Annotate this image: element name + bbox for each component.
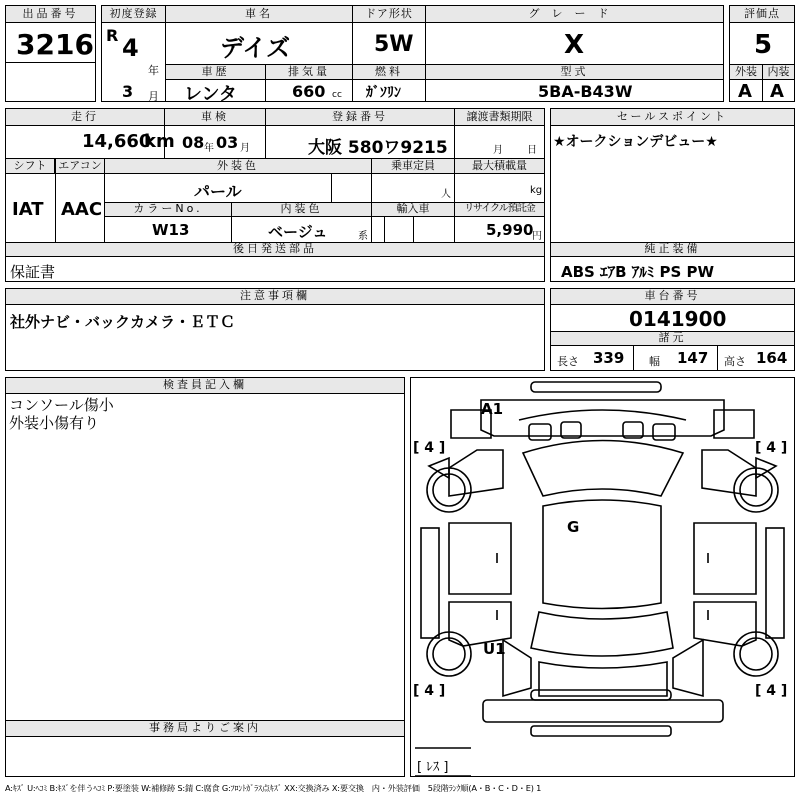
legend: A:ｷｽﾞ U:ﾍｺﾐ B:ｷｽﾞを伴うﾍｺﾐ P:要塗装 W:補修跡 S:錆 C:腐食 G:ﾌﾛﾝﾄｶﾞﾗｽ点ｷｽﾞ XX:交換済み X:要交換 内・外装評価 5段階ﾗﾝｸ順(A・B・C・D・E) 1 — [5, 783, 542, 793]
aircon-label: エアコン — [56, 159, 104, 174]
month-unit: 月 — [148, 90, 159, 103]
length-value: 339 — [593, 349, 625, 367]
interior-grade: A — [770, 81, 784, 102]
height-value: 164 — [756, 349, 788, 367]
car-diagram-box — [410, 377, 795, 777]
inspection-year-unit: 年 — [204, 143, 214, 154]
inspection-month-unit: 月 — [240, 143, 250, 154]
aircon: AAC — [61, 199, 103, 220]
score-label: 評価点 — [730, 6, 794, 23]
later-parts-label: 後日発送部品 — [6, 243, 544, 257]
era-mark: R — [106, 26, 119, 45]
car-diagram — [411, 378, 794, 776]
door-type: 5W — [374, 32, 414, 57]
mileage: 14,660 — [82, 131, 152, 152]
mileage-label: 走行 — [6, 109, 164, 126]
transfer-month-unit: 月 — [493, 145, 503, 156]
recycle-unit: 円 — [532, 231, 542, 242]
recycle-label: リサイクル預託金 — [455, 203, 544, 217]
office-label: 事務局よりご案内 — [6, 721, 404, 737]
year-unit: 年 — [148, 64, 159, 77]
tire-rear-right: [ 4 ] — [755, 683, 788, 699]
inspector-line-2: 外装小傷有り — [9, 414, 100, 432]
details-box — [5, 108, 545, 282]
recycle-fee: 5,990 — [486, 221, 534, 239]
inspector-line-1: コンソール傷小 — [9, 396, 114, 414]
inspection-year: 08 — [182, 133, 205, 152]
notes: 社外ナビ・バックカメラ・ＥＴＣ — [10, 313, 236, 331]
width-label: 幅 — [649, 355, 660, 368]
lot-number: 3216 — [16, 28, 94, 61]
width-value: 147 — [677, 349, 709, 367]
plate-number: 大阪 580ワ9215 — [308, 138, 448, 158]
lot-number-label: 出品番号 — [6, 6, 95, 23]
damage-a1: A1 — [481, 400, 504, 418]
inspection-label: 車検 — [165, 109, 265, 126]
inspector-box — [5, 377, 405, 777]
inspector-label: 検査員記入欄 — [6, 378, 404, 394]
height-label: 高さ — [724, 355, 746, 368]
chassis-number: 0141900 — [629, 307, 727, 331]
sales-point-box — [550, 108, 795, 282]
mileage-unit: km — [144, 131, 175, 152]
notes-box — [5, 288, 545, 371]
tire-front-left: [ 4 ] — [413, 440, 446, 456]
lot-number-box — [5, 5, 96, 102]
model: 5BA-B43W — [538, 82, 633, 101]
car-name: デイズ — [220, 34, 291, 62]
exterior-grade: A — [738, 81, 752, 102]
specs-label: 諸元 — [551, 332, 794, 346]
first-reg-month: 3 — [122, 82, 134, 101]
sales-point-label: セールスポイント — [551, 109, 794, 126]
sales-point: ★オークションデビュー★ — [553, 134, 718, 150]
first-reg-label: 初度登録 — [102, 6, 165, 23]
model-label: 型式 — [426, 65, 723, 80]
length-label: 長さ — [557, 355, 579, 368]
cc-unit: cc — [332, 90, 342, 100]
interior-label: 内装 — [763, 65, 794, 80]
displacement: 660 — [292, 82, 326, 101]
chassis-label: 車台番号 — [551, 289, 794, 305]
transfer-label: 譲渡書類期限 — [455, 109, 544, 126]
shift: IAT — [12, 199, 44, 220]
later-parts: 保証書 — [10, 263, 56, 281]
transfer-day-unit: 日 — [527, 145, 537, 156]
chassis-box — [550, 288, 795, 371]
tire-rear-left: [ 4 ] — [413, 683, 446, 699]
int-color: ベージュ — [268, 223, 328, 241]
capacity-label: 乗車定員 — [372, 159, 454, 174]
fuel: ｶﾞｿﾘﾝ — [366, 85, 401, 101]
capacity-unit: 人 — [441, 189, 451, 200]
fuel-label: 燃料 — [353, 65, 425, 80]
notes-label: 注意事項欄 — [6, 289, 544, 305]
history-label: 車歴 — [166, 65, 265, 80]
door-label: ドア形状 — [353, 6, 425, 23]
shift-label: シフト — [6, 159, 55, 174]
grade-label: グレード — [426, 6, 723, 23]
spare-tire: [ ﾚｽ ] — [417, 760, 449, 775]
max-load-unit: kg — [530, 185, 543, 196]
int-color-unit: 系 — [358, 231, 368, 242]
equipment: ABS ｴｱB ｱﾙﾐ PS PW — [561, 263, 715, 281]
first-reg-year: 4 — [122, 34, 139, 62]
score-box — [729, 5, 795, 102]
damage-g: G — [567, 518, 580, 536]
int-color-label: 内装色 — [232, 203, 371, 217]
exterior-label: 外装 — [730, 65, 762, 80]
color-no-label: カラーNo. — [105, 203, 231, 217]
tire-front-right: [ 4 ] — [755, 440, 788, 456]
plate-label: 登録番号 — [266, 109, 454, 126]
score: 5 — [754, 30, 773, 60]
damage-u1: U1 — [483, 640, 506, 658]
car-name-label: 車名 — [166, 6, 352, 23]
history: レンタ — [184, 84, 237, 105]
displacement-label: 排気量 — [266, 65, 352, 80]
vehicle-top-box — [101, 5, 724, 105]
max-load-label: 最大積載量 — [455, 159, 544, 174]
equipment-label: 純正装備 — [551, 243, 794, 257]
grade: X — [564, 30, 585, 60]
ext-color-label: 外装色 — [105, 159, 371, 174]
inspection-month: 03 — [216, 133, 239, 152]
import-label: 輸入車 — [372, 203, 454, 217]
color-no: W13 — [152, 221, 190, 239]
ext-color: パール — [194, 182, 242, 201]
